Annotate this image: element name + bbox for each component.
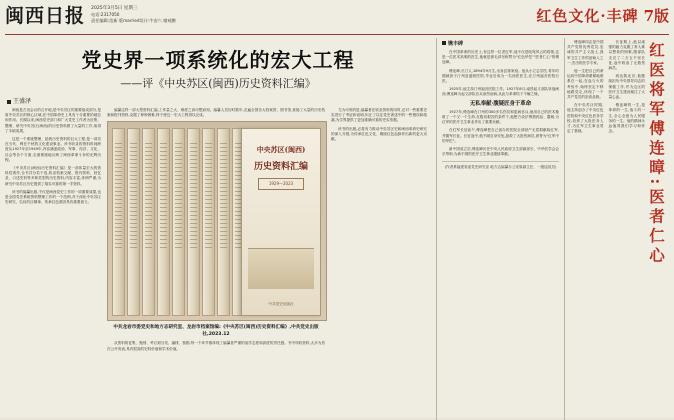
- masthead-right: [536, 4, 669, 26]
- paragraph: 在红军长征前夕,傅连暲把自己创办的医院全部财产无偿捐献给红军,并随军长征。长征途中,他不顾自身安危,抢救了大批伤病员,被誉为"红军中的华佗"。: [442, 128, 559, 143]
- figure-lead-text: [107, 108, 325, 118]
- bullet-icon: [442, 41, 446, 45]
- book-spine: [112, 128, 125, 316]
- book-spine: [142, 128, 155, 316]
- right-column-1: [567, 40, 604, 418]
- book-spine: [217, 128, 230, 316]
- masthead: [5, 4, 669, 35]
- feature-body: [442, 50, 559, 157]
- paragraph: 闽西是古田会议的召开地,是中央苏区的重要组成部分,是原中央苏区的核心区域,在中国革命史上具有十分重要的地位和作用。长期以来,闽西党史部门和广大党史工作者为征集、整理、研究中央苏区(闽西)的历史资料做了大量的工作,取得了丰硕成果。: [5, 108, 101, 133]
- right-feature: [565, 38, 669, 420]
- article-columns: [5, 108, 431, 355]
- paragraph: 傅连暲同志是中国共产党的优秀党员,忠诚的共产主义战士,我军卫生工作的创始人之一,杰出的医学专家。: [567, 40, 604, 65]
- figure-trailing-text: [107, 341, 325, 351]
- page-body: [5, 38, 669, 420]
- paragraph: 这是一个系统整理、抢救历史资料的巨大工程,是一项功在当代、利在千秋的文化建设事业。该书收录的资料时间跨度从1927年至1949年,内容涵盖政治、军事、经济、文化、社会等各个方面,全面系统地反映了闽西革命斗争的光辉历程。: [5, 137, 101, 162]
- paragraph: 长征路上,他以顽强的毅力克服了常人难以想象的困难,随部队走完了二万五千里长征,途中救治了无数伤病员。: [608, 40, 645, 71]
- book-spine: [127, 128, 140, 316]
- paragraph: 该书的编纂出版,不仅是闽西党史工作的一项重要成果,也是全国党史系统资料整理工作的一个范例,对于深化中央苏区史研究、弘扬苏区精神、传承红色基因具有重要意义。: [5, 189, 101, 205]
- book-cover-publisher: 中共党史出版社: [268, 302, 294, 307]
- paragraph: 尤为可贵的是,编纂者在收录资料的同时,还对一些重要史实进行了考证和说明,纠正了以往党史著述中的一些错误和疏漏,为学界提供了更加准确可靠的史实依据。: [331, 108, 427, 123]
- paragraph: 该书的出版,必将有力推动中央苏区史和闽西革命史研究的深入开展,为传承红色文化、赓续红色血脉作出新的更大贡献。: [331, 126, 427, 142]
- main-article: [5, 38, 437, 420]
- paragraph: 他一生把自己的命运同中国革命紧紧地联系在一起,在血与火的考验中,始终坚定不移地跟党走,体现了一个共产党员的崇高品格。: [567, 69, 604, 100]
- book-cover-title: 中央苏区(闽西): [256, 145, 306, 155]
- figure-caption: 中共龙岩市委党史和地方志研究室、龙岩市档案馆编:《中央苏区(闽西)历史资料汇编》,中共党史出版社,2023.12: [113, 325, 319, 338]
- paragraph: 在中央苏区时期,他主持创办了中央红色医院和中央红色医务学校,培养了大批医务人才,为红军卫生事业奠定了基础。: [567, 103, 604, 134]
- paper-name: 闽西日报: [5, 5, 86, 27]
- article-figure: [107, 108, 325, 355]
- feature-column: [437, 38, 565, 420]
- author-note: (作者系福建省委党史研究室 地方志编纂办公室原副主任、一级巡视员): [442, 161, 559, 170]
- right-feature-columns: [567, 40, 645, 418]
- section-title: 红色文化·丰碑: [536, 7, 639, 25]
- paragraph: 1925年,他主持汀州福音医院工作。1927年8月,南昌起义部队转战闽西,傅连暲为起义部队官兵治伤治病,从此与革命结下不解之缘。: [442, 87, 559, 97]
- book-spine: [157, 128, 170, 316]
- book-photo-image: [107, 121, 327, 321]
- feature-section-title: 无私奉献·腹疑匠身于革命: [469, 100, 532, 107]
- article-byline: [7, 96, 431, 105]
- book-spine: [202, 128, 215, 316]
- masthead-meta: [91, 4, 211, 24]
- book-spine: [187, 128, 200, 316]
- masthead-phone: 电话:2317050: [91, 12, 120, 17]
- feature-label-text: 镌丰碑: [448, 41, 464, 47]
- feature-label: [442, 40, 559, 47]
- book-cover-subtitle: 历史资料汇编: [253, 162, 308, 173]
- article-subhead: ——评《中央苏区(闽西)历史资料汇编》: [120, 77, 316, 90]
- vertical-headline: [645, 42, 667, 412]
- byline-text: 王盛泽: [13, 98, 32, 105]
- paragraph: 新中国成立后,傅连暲历任中央人民政府卫生部副部长、中华医学会会长等职,为新中国的医疗卫生事业继续奉献。: [442, 147, 559, 157]
- masthead-credits: 责任编辑:范新 版married设计:牛安六 谢观鹏: [91, 18, 176, 23]
- vertical-headline-main: 红医将军傅连暲:医者仁心: [647, 42, 666, 267]
- book-cover: [241, 128, 321, 316]
- paragraph: 1927年,傅连暲在汀州的300多名伤员和患病官兵,他用自己的医术挽救了一个又一个生命,在极其艰苦的条件下,他想方设法筹措药品、器械,为红军的医疗卫生事业作出了重要贡献。: [442, 109, 559, 125]
- masthead-date: 2025年3月5日 星期三: [91, 6, 138, 11]
- paragraph: 从资料的征集、甄别、考订到分类、编排、校勘,每一个环节都体现了编纂者严谨的治学态度和高度的责任感。书中所收资料,大多为首次公开发表,具有很高的史料价值和学术价值。: [107, 341, 325, 351]
- right-column-2: [609, 40, 646, 418]
- paragraph: 《中央苏区(闽西)历史资料汇编》是一部体量宏大的资料性著作,全书共分若干卷,收录档案文献、报刊资料、回忆录、口述史料等多种类型的历史资料,内容丰富,体例严谨,为研究中央苏区历史提供了翔实可靠的第一手资料。: [5, 166, 101, 186]
- paragraph: 傅连暲的一生,是革命的一生,战斗的一生,全心全意为人民服务的一生。他的精神永远值得我们学习和怀念。: [608, 103, 645, 134]
- book-cover-illustration: [248, 248, 314, 289]
- bullet-icon: [7, 100, 11, 104]
- book-cover-badge: 1929—2023: [258, 178, 304, 190]
- article-column-3: [331, 108, 427, 355]
- paragraph: 在中国革命的历史上,有这样一位老红军,他不仅是叱咤风云的将领,还是一位医术高明的医生,他就是被毛泽东称赞为"红色华佗""医者仁心"的傅连暲。: [442, 50, 559, 65]
- paragraph: 傅连暲,长汀人,1894年9月生,出身贫寒家庭。他从小立志学医,青年时期就读于汀州亚盛顿医馆,毕业后成为一名西医医生,在汀州福音医院行医。: [442, 68, 559, 84]
- paragraph: 编纂这样一部大型资料汇编,工作量之大、难度之高可想而知。编纂人员历时数年,走遍全国各大档案馆、图书馆,查阅了大量的历史档案和报刊资料,克服了种种困难,终于使这一宏大工程得以完成。: [107, 108, 325, 118]
- book-photo: [107, 121, 325, 338]
- page-title: 党史界一项系统化的宏大工程: [81, 48, 355, 72]
- book-spines: [112, 128, 245, 314]
- paragraph: 到达陕北后,他继续担负中央领导同志的保健工作,并为边区的医疗卫生建设倾注了大量心血。: [608, 74, 645, 100]
- book-spine: [172, 128, 185, 316]
- page-number: 7版: [643, 7, 669, 25]
- article-column-1: [5, 108, 101, 355]
